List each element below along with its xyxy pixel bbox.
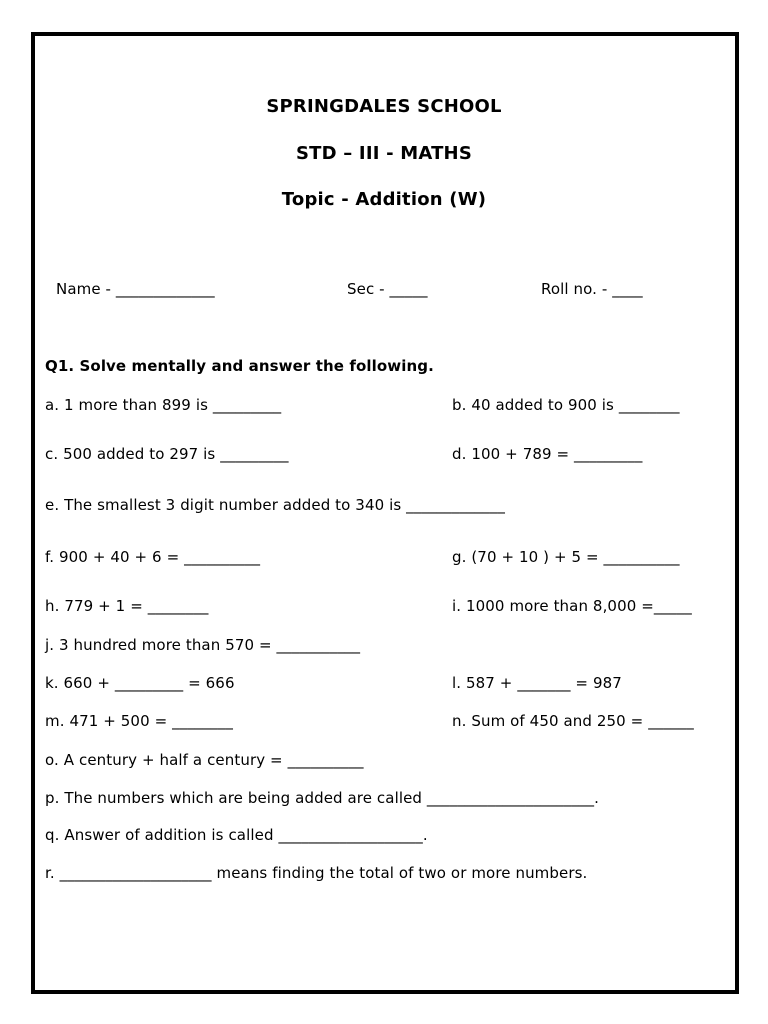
question-item-n: n. Sum of 450 and 250 = ______	[452, 712, 694, 730]
question-item-o: o. A century + half a century = __________	[45, 751, 364, 769]
question-item-h: h. 779 + 1 = ________	[45, 597, 209, 615]
name-field: Name - _____________	[56, 280, 215, 298]
question-item-r: r. ____________________ means finding the total of two or more numbers.	[45, 864, 588, 882]
question-item-i: i. 1000 more than 8,000 =_____	[452, 597, 692, 615]
question-1-heading: Q1. Solve mentally and answer the following.	[45, 357, 434, 375]
topic-title: Topic - Addition (W)	[281, 189, 487, 210]
question-item-c: c. 500 added to 297 is _________	[45, 445, 289, 463]
question-item-q: q. Answer of addition is called ___________________.	[45, 826, 428, 844]
question-item-g: g. (70 + 10 ) + 5 = __________	[452, 548, 680, 566]
question-item-e: e. The smallest 3 digit number added to 340 is _____________	[45, 496, 505, 514]
question-item-a: a. 1 more than 899 is _________	[45, 396, 282, 414]
question-item-k: k. 660 + _________ = 666	[45, 674, 235, 692]
question-item-d: d. 100 + 789 = _________	[452, 445, 643, 463]
school-name: SPRINGDALES SCHOOL	[266, 96, 502, 117]
question-item-b: b. 40 added to 900 is ________	[452, 396, 680, 414]
question-item-j: j. 3 hundred more than 570 = ___________	[45, 636, 361, 654]
question-item-m: m. 471 + 500 = ________	[45, 712, 233, 730]
question-item-p: p. The numbers which are being added are called ______________________.	[45, 789, 599, 807]
section-field: Sec - _____	[347, 280, 428, 298]
question-item-l: l. 587 + _______ = 987	[452, 674, 622, 692]
roll-number-field: Roll no. - ____	[541, 280, 643, 298]
class-subject: STD – III - MATHS	[296, 143, 472, 164]
question-item-f: f. 900 + 40 + 6 = __________	[45, 548, 261, 566]
